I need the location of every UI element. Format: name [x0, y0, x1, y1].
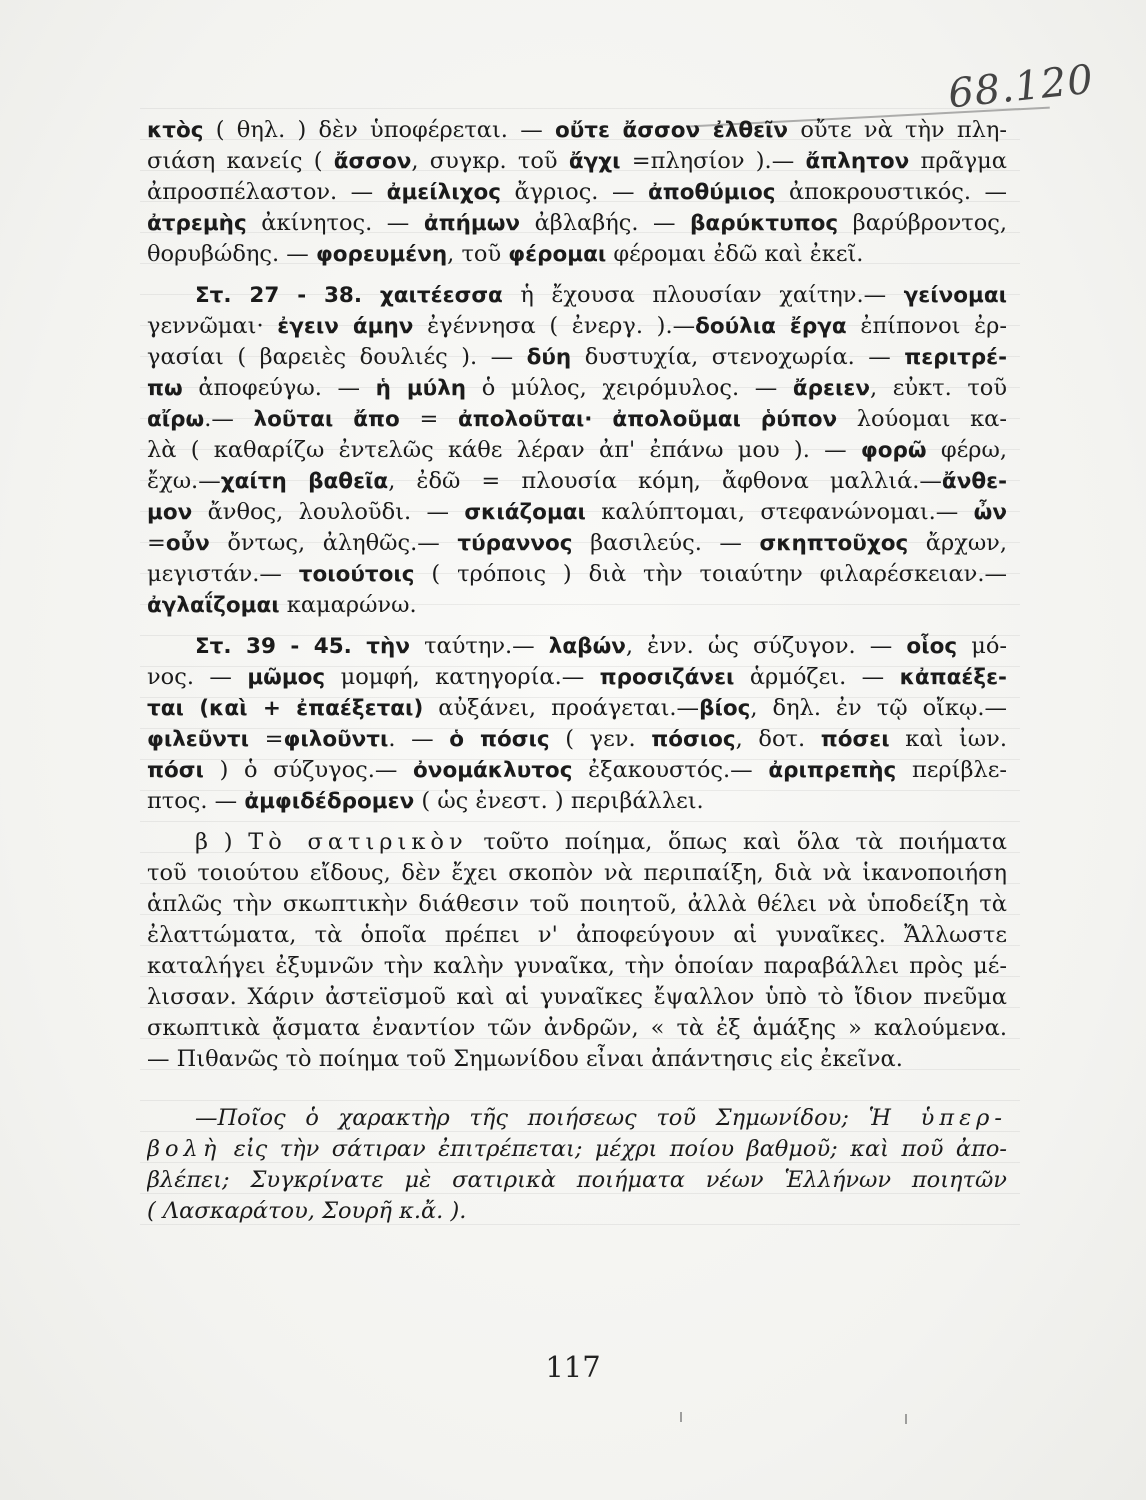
text-line [147, 889, 1007, 920]
glossed-term: ἀγλαΐζομαι [147, 593, 280, 618]
text-segment: λούομαι κα- [837, 406, 1007, 432]
glossed-term: ἀπήμων [423, 211, 521, 236]
text-segment: —Ποῖος ὁ χαρακτὴρ τῆς ποιήσεως τοῦ Σημωνίδου; [195, 1105, 869, 1131]
glossed-term: οὖν [165, 531, 210, 556]
main-text [147, 115, 1007, 1227]
glossed-term: ἀριπρεπὴς [768, 758, 897, 783]
text-segment: , δοτ. [735, 726, 821, 752]
text-line [147, 1103, 1007, 1134]
glossed-term: λαβών [548, 634, 626, 659]
paragraph [147, 827, 1007, 1075]
text-segment: ( τρόποις ) διὰ τὴν τοιαύτην φιλαρέσκειαν.— [414, 561, 1007, 587]
emphasized-text: Τὸ σατιρικὸν [248, 829, 468, 855]
glossed-term: σκηπτοῦχος [759, 531, 909, 556]
text-segment: τοῦτο ποίημα, ὅπως καὶ ὅλα τὰ ποιήματα [467, 829, 1007, 855]
text-line [147, 404, 1007, 435]
glossed-term: δούλια ἔργα [695, 314, 847, 339]
text-segment: ( θηλ. ) δὲν ὑποφέρεται. — [203, 117, 555, 143]
text-line [147, 177, 1007, 208]
text-segment: πρᾶγμα [909, 148, 1007, 174]
paragraph [147, 631, 1007, 817]
text-segment: γεννῶμαι· [147, 313, 278, 339]
text-segment: μομφή, κατηγορία.— [325, 664, 600, 690]
glossed-term: κτὸς [147, 118, 204, 143]
text-segment: καλύπτομαι, στεφανώνομαι.— [585, 499, 974, 525]
text-segment: ( γεν. [549, 726, 652, 752]
glossed-term: ἄσσον [333, 149, 412, 174]
glossed-term: δύη [526, 345, 572, 370]
text-segment: βασιλεύς. — [572, 530, 760, 556]
glossed-term: χαίτη βαθεῖα [220, 469, 389, 494]
text-segment: μό- [957, 633, 1007, 659]
text-segment: — Πιθανῶς τὸ ποίημα τοῦ Σημωνίδου εἶναι ἀπάντησις εἰς ἐκεῖνα. [147, 1046, 903, 1072]
text-segment: σκωπτικὰ ᾄσματα ἐναντίον τῶν ἀνδρῶν, « τὰ ἐξ ἁμάξης » καλούμενα. [147, 1015, 1007, 1041]
glossed-term: ἀπολοῦται· ἀπολοῦμαι ῥύπον [457, 407, 838, 432]
glossed-term: Στ. 39 - 45. τὴν [195, 634, 410, 659]
text-line [147, 920, 1007, 951]
emphasized-text: Ἡ ὑπερ- [868, 1105, 1007, 1131]
text-line [147, 590, 1007, 621]
text-line [147, 280, 1007, 311]
glossed-term: πόσι [147, 758, 204, 783]
glossed-term: ὀνομάκλυτος [413, 758, 573, 783]
text-line [147, 631, 1007, 662]
text-line [147, 342, 1007, 373]
text-segment: ταύτην.— [409, 633, 549, 659]
glossed-term: ἄρειεν [792, 376, 870, 401]
text-line [147, 1134, 1007, 1165]
glossed-term: ἄπλητον [805, 149, 910, 174]
text-line [147, 827, 1007, 858]
text-segment: νος. — [147, 664, 248, 690]
glossed-term: ἐγειν άμην [277, 314, 414, 339]
text-line [147, 528, 1007, 559]
text-line [147, 951, 1007, 982]
text-line [147, 208, 1007, 239]
text-segment: λὰ ( καθαρίζω ἐντελῶς κάθε λέραν ἀπ' ἐπάνω μου ). — [147, 437, 861, 463]
glossed-term: ἄνθε- [941, 469, 1007, 494]
glossed-term: μον [147, 500, 193, 525]
text-segment: ἀπροσπέλαστον. — [147, 179, 387, 205]
text-segment: , συγκρ. τοῦ [411, 148, 569, 174]
glossed-term: τοιούτοις [298, 562, 415, 587]
text-line [147, 1013, 1007, 1044]
text-segment: ἐλαττώματα, τὰ ὁποῖα πρέπει ν' ἀποφεύγουν αἱ γυναῖκες. Ἄλλωστε [147, 922, 1007, 948]
text-segment: ἀποκρουστικός. — [775, 179, 1007, 205]
text-segment: ἀβλαβής. — [520, 210, 691, 236]
glossed-term: οἷος [906, 634, 958, 659]
text-segment: ἔχω.— [147, 468, 221, 494]
text-segment: , τοῦ [447, 241, 509, 267]
text-segment: ἐπίπονοι ἐρ- [846, 313, 1007, 339]
glossed-term: ἀμφιδέδρομεν [244, 789, 415, 814]
glossed-term: μῶμος [247, 665, 326, 690]
text-line [147, 786, 1007, 817]
glossed-term: κἀπαέξε- [899, 665, 1007, 690]
text-segment: .— [204, 406, 254, 432]
text-segment: , ἐνν. ὡς σύζυγον. — [625, 633, 907, 659]
text-segment: ἐξακουστός.— [572, 757, 769, 783]
glossed-term: φιλοῦντι [283, 727, 389, 752]
text-segment: βλέπει; Συγκρίνατε μὲ σατιρικὰ ποιήματα νέων Ἑλλήνων ποιητῶν [147, 1167, 1007, 1193]
text-segment: ἄγριος. — [500, 179, 648, 205]
glossed-term: ὦν [973, 500, 1007, 525]
glossed-term: πω [147, 376, 183, 401]
glossed-term: ἡ μύλη [375, 376, 467, 401]
text-segment: ἁπλῶς τὴν σκωπτικὴν διάθεσιν τοῦ ποιητοῦ, ἀλλὰ θέλει νὰ ὑποδείξη τὰ [147, 891, 1007, 917]
text-segment: βαρύβροντος, [838, 210, 1007, 236]
text-line [147, 311, 1007, 342]
glossed-term: ἀτρεμὴς [147, 211, 247, 236]
glossed-term: ὁ πόσις [449, 727, 550, 752]
text-segment: καταλήγει ἐξυμνῶν τὴν καλὴν γυναῖκα, τὴν ὁποίαν παραβάλλει πρὸς μέ- [147, 953, 1007, 979]
text-segment: , εὐκτ. τοῦ [869, 375, 1007, 401]
text-segment: γασίαι ( βαρειὲς δουλιές ). — [147, 344, 527, 370]
text-segment: . — [388, 726, 450, 752]
glossed-term: φέρομαι [508, 242, 607, 267]
text-line [147, 497, 1007, 528]
text-segment: ὁ μύλος, χειρόμυλος. — [466, 375, 793, 401]
text-segment: τοῦ τοιούτου εἴδους, δὲν ἔχει σκοπὸν νὰ περιπαίξη, διὰ νὰ ἱκανοποιήση [147, 860, 1007, 886]
text-segment: καὶ ἰων. [889, 726, 1007, 752]
text-segment: περίβλε- [896, 757, 1007, 783]
glossed-term: γείνομαι [903, 283, 1007, 308]
glossed-term: οὔτε ἄσσον ἐλθεῖν [554, 118, 789, 143]
glossed-term: πόσει [820, 727, 890, 752]
glossed-term: βίος [699, 696, 751, 721]
text-line [147, 435, 1007, 466]
text-line [147, 724, 1007, 755]
text-line [147, 662, 1007, 693]
glossed-term: φορευμένη [315, 242, 448, 267]
scan-mark [680, 1412, 682, 1422]
text-line [147, 466, 1007, 497]
glossed-term: προσιζάνει [599, 665, 735, 690]
text-segment: = [249, 726, 284, 752]
text-segment: ) ὁ σύζυγος.— [203, 757, 414, 783]
text-line [147, 693, 1007, 724]
scan-mark [905, 1414, 907, 1424]
text-segment: αὐξάνει, προάγεται.— [423, 695, 700, 721]
handwritten-page-note: 68.120 [945, 56, 1096, 118]
text-segment: πτος. — [147, 788, 245, 814]
text-segment: ἡ ἔχουσα πλουσίαν χαίτην.— [502, 282, 904, 308]
text-segment: ( ὡς ἐνεστ. ) περιβάλλει. [414, 788, 704, 814]
text-line [147, 858, 1007, 889]
text-segment: φέρομαι ἐδῶ καὶ ἐκεῖ. [606, 241, 864, 267]
glossed-term: ἀποθύμιος [647, 180, 776, 205]
glossed-term: ται (καὶ + ἐπαέξεται) [147, 696, 424, 721]
glossed-term: τύραννος [457, 531, 573, 556]
text-line [147, 1044, 1007, 1075]
text-segment: ἀκίνητος. — [246, 210, 424, 236]
text-line [147, 1165, 1007, 1196]
emphasized-text: βολὴ [147, 1136, 222, 1162]
glossed-term: Στ. 27 - 38. χαιτέεσσα [195, 283, 503, 308]
glossed-term: αἴρω [147, 407, 205, 432]
glossed-term: φορῶ [860, 438, 927, 463]
text-segment: ἐγέννησα ( ἐνεργ. ).— [413, 313, 696, 339]
glossed-term: βαρύκτυπος [690, 211, 839, 236]
glossed-term: φιλεῦντι [147, 727, 250, 752]
text-segment: ἁρμόζει. — [734, 664, 900, 690]
text-segment: ἀποφεύγω. — [182, 375, 376, 401]
text-line [147, 146, 1007, 177]
text-segment: , δηλ. ἐν τῷ οἴκῳ.— [750, 695, 1007, 721]
text-segment: θορυβώδης. — [147, 241, 316, 267]
text-segment: ἄρχων, [908, 530, 1007, 556]
text-line [147, 559, 1007, 590]
glossed-term: πόσιος [651, 727, 736, 752]
glossed-term: ἄγχι [568, 149, 621, 174]
paragraph [147, 115, 1007, 270]
page-number: 117 [545, 1350, 601, 1384]
text-line [147, 239, 1007, 270]
text-segment: σιάση κανείς ( [147, 148, 334, 174]
text-segment: εἰς τὴν σάτιραν ἐπιτρέπεται; μέχρι ποίου βαθμοῦ; καὶ ποῦ ἀπο- [221, 1136, 1007, 1162]
text-line [147, 982, 1007, 1013]
glossed-term: σκιάζομαι [464, 500, 586, 525]
text-line [147, 1196, 1007, 1227]
text-line [147, 115, 1007, 146]
text-segment: μεγιστάν.— [147, 561, 299, 587]
text-segment: ( Λασκαράτου, Σουρῆ κ.ἄ. ). [147, 1198, 467, 1224]
glossed-term: ἀμείλιχος [386, 180, 501, 205]
text-segment: οὔτε νὰ τὴν πλη- [788, 117, 1007, 143]
text-segment: , ἐδῶ = πλουσία κόμη, ἄφθονα μαλλιά.— [388, 468, 942, 494]
text-line [147, 373, 1007, 404]
text-segment: = [147, 530, 166, 556]
text-segment: = [399, 406, 458, 432]
paragraph [147, 1103, 1007, 1227]
text-segment: δυστυχία, στενοχωρία. — [571, 344, 905, 370]
text-segment: καμαρώνω. [279, 592, 417, 618]
paragraph [147, 280, 1007, 621]
text-line [147, 755, 1007, 786]
text-segment: =πλησίον ).— [620, 148, 806, 174]
text-segment: φέρω, [926, 437, 1007, 463]
glossed-term: περιτρέ- [904, 345, 1007, 370]
text-segment: β ) [195, 829, 249, 855]
text-segment: λισσαν. Χάριν ἀστεϊσμοῦ καὶ αἱ γυναῖκες ἔψαλλον ὑπὸ τὸ ἴδιον πνεῦμα [147, 984, 1007, 1010]
text-segment: ἄνθος, λουλοῦδι. — [192, 499, 465, 525]
glossed-term: λοῦται ἄπο [253, 407, 400, 432]
text-segment: ὄντως, ἀληθῶς.— [209, 530, 458, 556]
